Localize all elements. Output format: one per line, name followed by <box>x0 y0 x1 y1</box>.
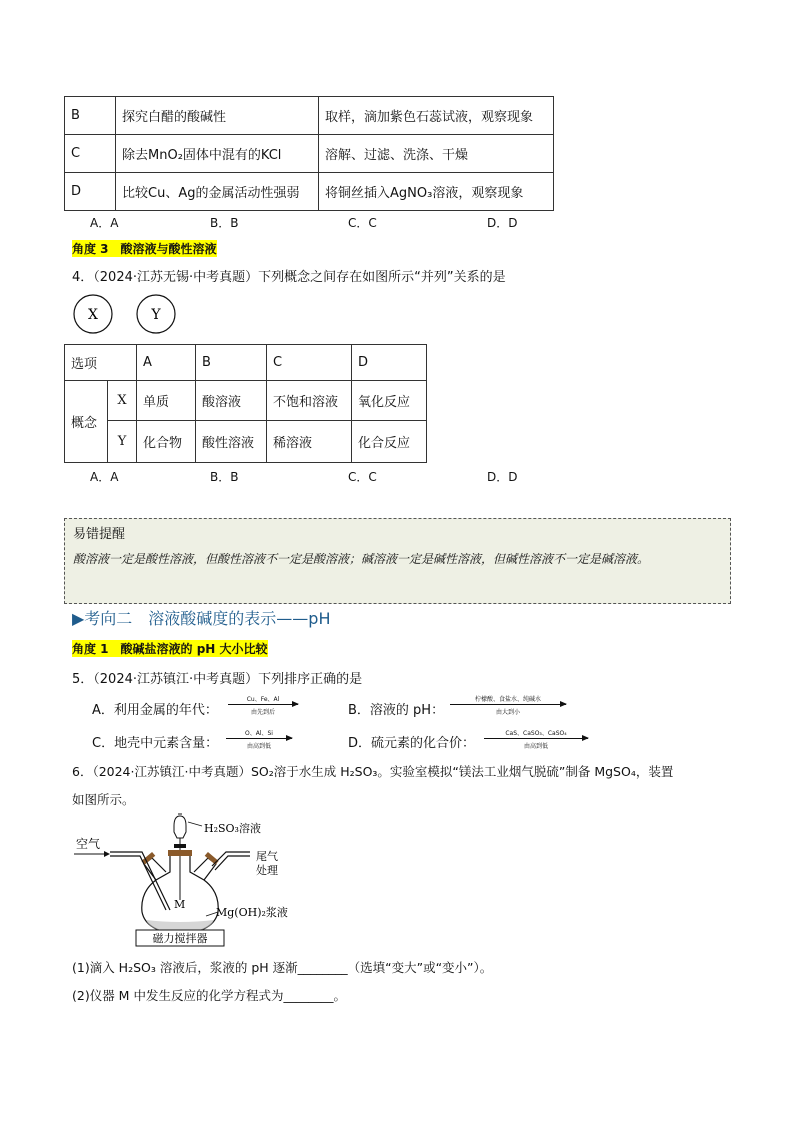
q3-row-d-experiment: 比较Cu、Ag的金属活动性强弱 <box>116 173 319 211</box>
q4-x-label: X <box>108 381 137 421</box>
q3-row-b-option: B <box>65 97 116 135</box>
section2-heading: ▶考向二 溶液酸碱度的表示——pH <box>72 609 331 628</box>
error-tip-body: 酸溶液一定是酸性溶液，但酸性溶液不一定是酸溶液；碱溶液一定是碱性溶液，但碱性溶液不一定是碱溶液。 <box>73 552 650 566</box>
q5-option-a[interactable]: A．利用金属的年代： <box>92 703 218 718</box>
q5-d-top: CaS、CaSO₃、CaSO₄ <box>505 730 567 737</box>
q4-header-option: 选项 <box>65 345 137 381</box>
q4-y-d: 化合反应 <box>352 421 427 463</box>
q5-d-bottom: 由高到低 <box>523 743 548 750</box>
q4-header-c: C <box>267 345 352 381</box>
q5-c-top: O、Al、Si <box>245 730 273 737</box>
q4-option-c[interactable]: C．C <box>348 470 377 484</box>
q5-a-arrow <box>228 704 298 705</box>
q4-x-c: 不饱和溶液 <box>267 381 352 421</box>
q3-row-c-method: 溶解、过滤、洗涤、干燥 <box>319 135 554 173</box>
error-tip-box <box>64 518 731 604</box>
air-inlet-tube-icon <box>110 852 170 910</box>
q3-option-c[interactable]: C．C <box>348 216 377 230</box>
q4-x-a: 单质 <box>137 381 196 421</box>
q5-a-top: Cu、Fe、Al <box>246 696 280 703</box>
exhaust-label-1: 尾气 <box>256 850 278 863</box>
q3-option-b[interactable]: B．B <box>210 216 239 230</box>
q4-circles-figure <box>70 294 180 336</box>
q6-sub1: (1)滴入 H₂SO₃ 溶液后，浆液的 pH 逐渐________（选填“变大”或“变小”）。 <box>72 960 493 975</box>
exhaust-tube-icon <box>212 852 250 866</box>
funnel-bulb-icon <box>174 816 186 838</box>
slurry-label: Mg(OH)₂浆液 <box>216 906 288 919</box>
q5-c-bottom: 由高到低 <box>246 743 271 750</box>
q4-y-a: 化合物 <box>137 421 196 463</box>
q3-option-d[interactable]: D．D <box>487 216 518 230</box>
q6-sub2: (2)仪器 M 中发生反应的化学方程式为________。 <box>72 988 346 1003</box>
angle1-heading: 角度 1 酸碱盐溶液的 pH 大小比较 <box>72 642 268 656</box>
q5-option-c[interactable]: C．地壳中元素含量： <box>92 736 219 751</box>
exhaust-label-2: 处理 <box>256 864 278 877</box>
q4-option-b[interactable]: B．B <box>210 470 239 484</box>
air-arrow-icon <box>104 851 110 857</box>
q4-concept-label: 概念 <box>65 381 108 463</box>
q3-row-d-method: 将铜丝插入AgNO₃溶液，观察现象 <box>319 173 554 211</box>
q3-row-c-option: C <box>65 135 116 173</box>
q4-option-a[interactable]: A．A <box>90 470 119 484</box>
q6-stem-line1: 6．（2024·江苏镇江·中考真题）SO₂溶于水生成 H₂SO₃。实验室模拟“镁法工业烟气脱硫”制备 MgSO₄，装置 <box>72 764 674 779</box>
q4-x-b: 酸溶液 <box>196 381 267 421</box>
q5-b-top: 柠檬酸、食盐水、纯碱水 <box>474 696 541 703</box>
q4-header-a: A <box>137 345 196 381</box>
funnel-stopcock-icon <box>174 844 186 848</box>
q4-y-b: 酸性溶液 <box>196 421 267 463</box>
q3-row-b-experiment: 探究白醋的酸碱性 <box>116 97 319 135</box>
q3-row-d-option: D <box>65 173 116 211</box>
h2so3-label: H₂SO₃溶液 <box>204 822 261 835</box>
stirrer-label: 磁力搅拌器 <box>152 932 208 945</box>
q3-table <box>64 96 554 211</box>
q4-y-label: Y <box>108 421 137 463</box>
q3-row-c-experiment: 除去MnO₂固体中混有的KCl <box>116 135 319 173</box>
q4-option-d[interactable]: D．D <box>487 470 518 484</box>
angle3-heading: 角度 3 酸溶液与酸性溶液 <box>72 242 217 256</box>
q4-header-b: B <box>196 345 267 381</box>
q6-stem-line2: 如图所示。 <box>72 792 135 807</box>
q5-c-arrow <box>226 738 292 739</box>
q3-option-a[interactable]: A．A <box>90 216 119 230</box>
air-label: 空气 <box>76 837 101 851</box>
circle-y-label: Y <box>151 307 161 323</box>
q4-y-c: 稀溶液 <box>267 421 352 463</box>
q5-option-d[interactable]: D．硫元素的化合价： <box>348 736 476 751</box>
q4-x-d: 氧化反应 <box>352 381 427 421</box>
q4-header-d: D <box>352 345 427 381</box>
q4-table <box>64 344 427 463</box>
center-stopper-icon <box>168 850 192 856</box>
error-tip-title: 易错提醒 <box>73 527 126 542</box>
q5-stem: 5．（2024·江苏镇江·中考真题）下列排序正确的是 <box>72 672 363 687</box>
q5-a-bottom: 由先到后 <box>250 709 275 716</box>
apparatus-figure <box>70 812 330 952</box>
q5-option-b[interactable]: B．溶液的 pH： <box>348 703 445 718</box>
q3-row-b-method: 取样，滴加紫色石蕊试液，观察现象 <box>319 97 554 135</box>
m-label: M <box>174 898 186 911</box>
q4-stem: 4．（2024·江苏无锡·中考真题）下列概念之间存在如图所示“并列”关系的是 <box>72 270 506 285</box>
q5-d-arrow <box>484 738 588 739</box>
q5-b-bottom: 由大到小 <box>495 709 520 716</box>
circle-x-label: X <box>88 307 98 323</box>
q5-b-arrow <box>450 704 566 705</box>
